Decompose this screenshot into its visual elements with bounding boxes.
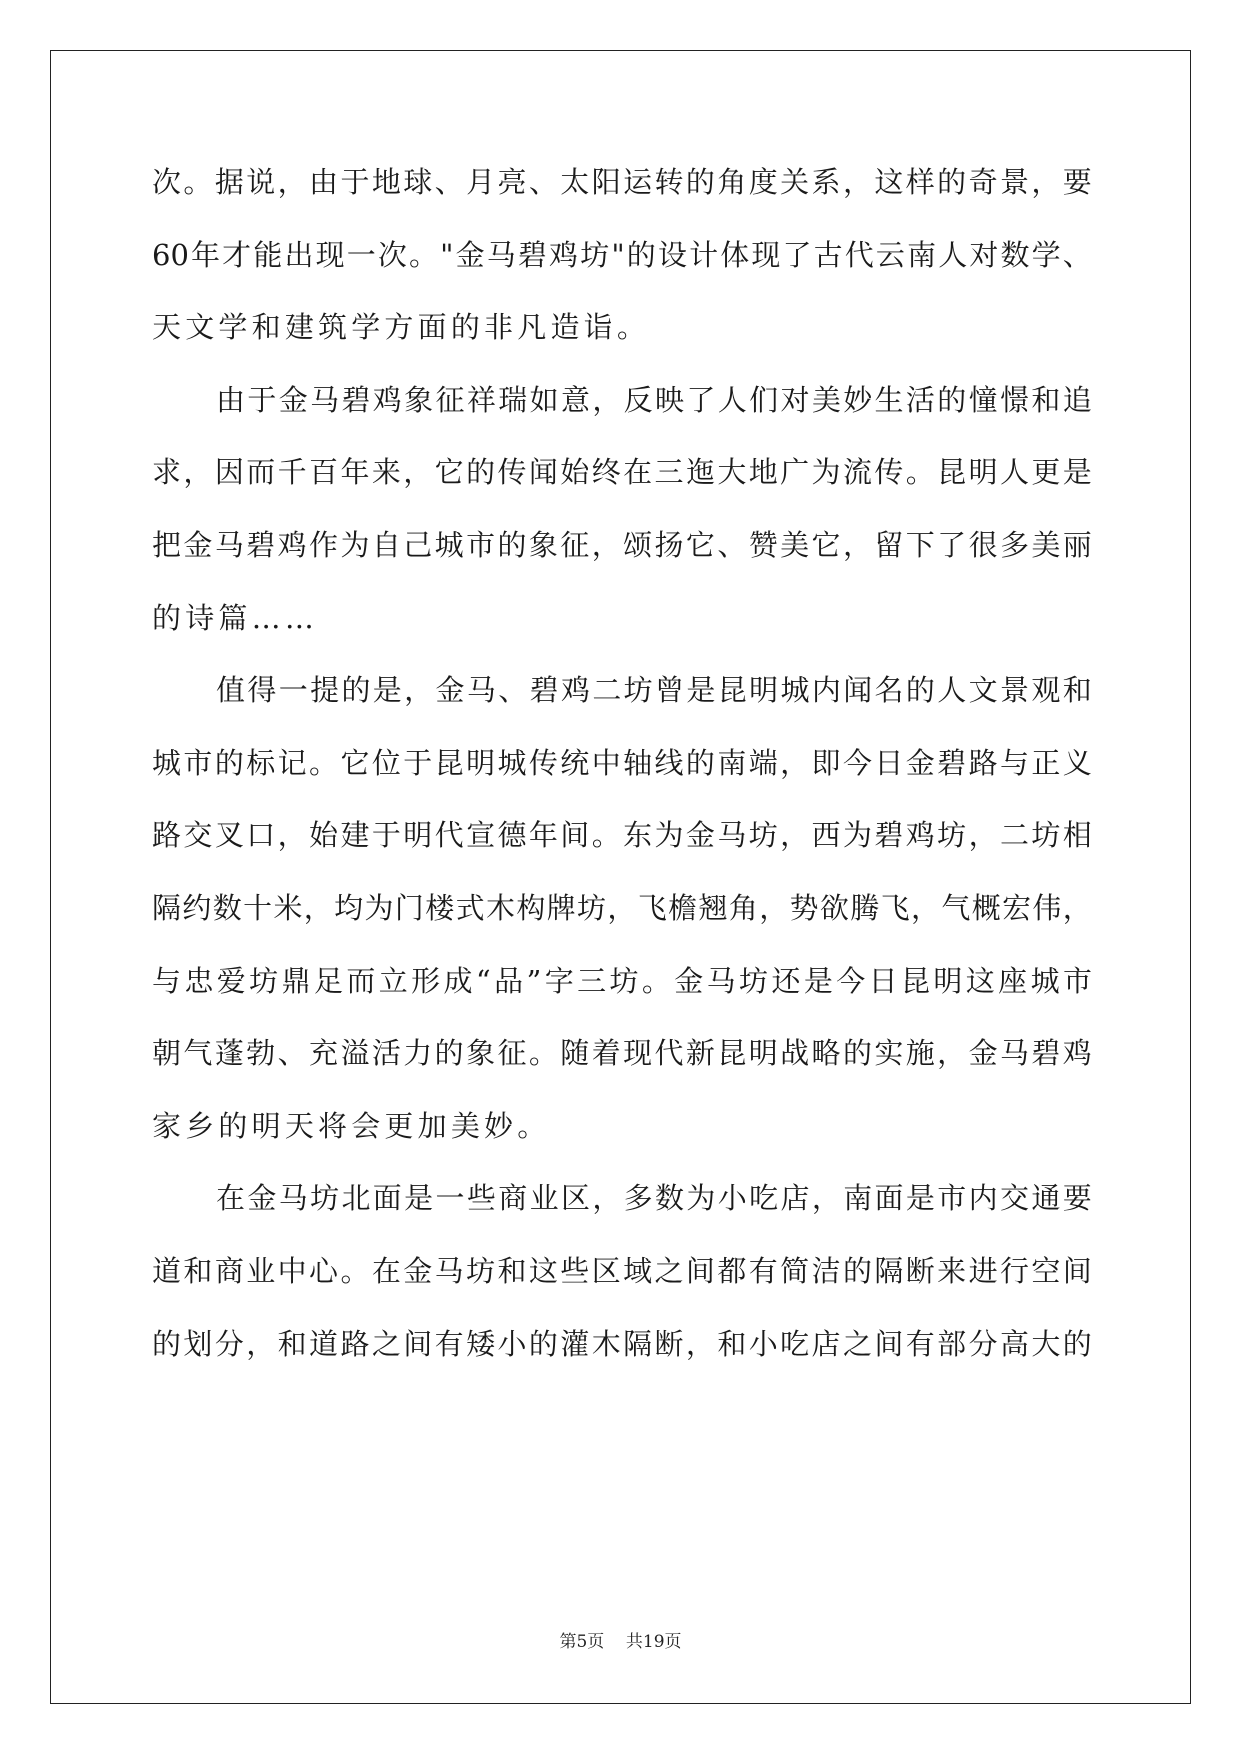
text-line: 的 划 分 ， 和 道 路 之 间 有 矮 小 的 灌 木 隔 断 ， 和 小 吃 店 之 间 有 部 分 高 大 的 [152, 1326, 1092, 1361]
text-line: 朝 气 蓬 勃 、 充 溢 活 力 的 象 征 。 随 着 现 代 新 昆 明 战 略 的 实 施 ， 金 马 碧 鸡 [152, 1036, 1092, 1071]
text-line: 路 交 叉 口 ， 始 建 于 明 代 宣 德 年 间 。 东 为 金 马 坊 ， 西 为 碧 鸡 坊 ， 二 坊 相 [152, 818, 1092, 853]
text-line: 道 和 商 业 中 心 。 在 金 马 坊 和 这 些 区 域 之 间 都 有 简 洁 的 隔 断 来 进 行 空 间 [152, 1254, 1092, 1288]
text-line: 由 于 金 马 碧 鸡 象 征 祥 瑞 如 意 ， 反 映 了 人 们 对 美 妙 生 活 的 憧 憬 和 追 [216, 382, 1092, 417]
page-total: 共19页 [625, 1632, 682, 1652]
text-line: 城 市 的 标 记 。 它 位 于 昆 明 城 传 统 中 轴 线 的 南 端 ， 即 今 日 金 碧 路 与 正 义 [152, 745, 1092, 780]
page-footer [0, 1627, 1241, 1652]
text-line: 隔 约 数 十 米 ， 均 为 门 楼 式 木 构 牌 坊 ， 飞 檐 翘 角 ， 势 欲 腾 飞 ， 气 概 宏 伟 ， [152, 891, 1092, 925]
text-line: 的诗篇…… [152, 600, 319, 635]
page-number: 第5页 [559, 1632, 605, 1652]
text-line: 值 得 一 提 的 是 ， 金 马 、 碧 鸡 二 坊 曾 是 昆 明 城 内 闻 名 的 人 文 景 观 和 [216, 673, 1092, 708]
text-line: 把 金 马 碧 鸡 作 为 自 己 城 市 的 象 征 ， 颂 扬 它 、 赞 美 它 ， 留 下 了 很 多 美 丽 [152, 528, 1092, 562]
text-line: 在 金 马 坊 北 面 是 一 些 商 业 区 ， 多 数 为 小 吃 店 ， 南 面 是 市 内 交 通 要 [216, 1181, 1092, 1216]
text-line: 与 忠 爱 坊 鼎 足 而 立 形 成 “ 品 ” 字 三 坊 。 金 马 坊 还 是 今 日 昆 明 这 座 城 市 [152, 963, 1092, 998]
text-line: 60 年 才 能 出 现 一 次 。 " 金 马 碧 鸡 坊 " 的 设 计 体 现 了 古 代 云 南 人 对 数 学 、 [152, 237, 1092, 272]
text-line: 家乡的明天将会更加美妙。 [152, 1108, 551, 1143]
text-line: 天文学和建筑学方面的非凡造诣。 [152, 310, 651, 345]
text-line: 次 。 据 说 ， 由 于 地 球 、 月 亮 、 太 阳 运 转 的 角 度 关 系 ， 这 样 的 奇 景 ， 要 [152, 165, 1092, 199]
text-line: 求 ， 因 而 千 百 年 来 ， 它 的 传 闻 始 终 在 三 迤 大 地 广 为 流 传 。 昆 明 人 更 是 [152, 455, 1092, 490]
page-frame [50, 50, 1191, 1704]
